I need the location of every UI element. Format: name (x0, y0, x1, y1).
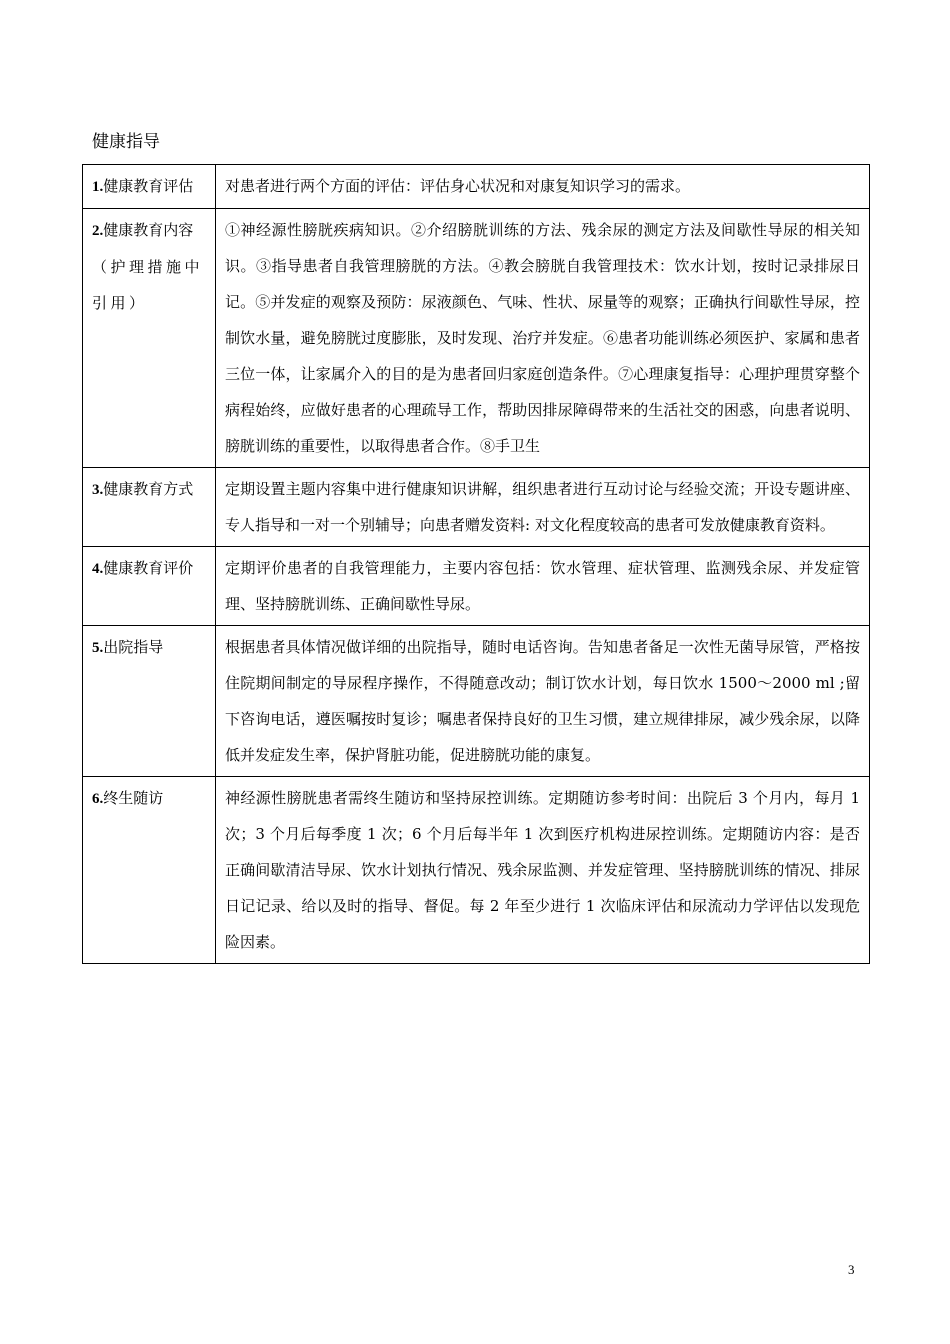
row-label: 健康教育内容 (103, 221, 194, 239)
table-row (83, 165, 870, 209)
row-number: 5. (92, 640, 104, 656)
row-number: 2. (92, 223, 104, 239)
row-label: 健康教育方式 (103, 480, 194, 498)
row-label-cell (83, 468, 216, 547)
table-row (83, 777, 870, 964)
row-content: ①神经源性膀胱疾病知识。②介绍膀胱训练的方法、残余尿的测定方法及间歇性导尿的相关知识。③指导患者自我管理膀胱的方法。④教会膀胱自我管理技术：饮水计划，按时记录排尿日记。⑤并发症的观察及预防：尿液颜色、气味、性状、尿量等的观察；正确执行间歇性导尿，控制饮水量，避免膀胱过度膨胀，及时发现、治疗并发症。⑥患者功能训练必须医护、家属和患者三位一体，让家属介入的目的是为患者回归家庭创造条件。⑦心理康复指导：心理护理贯穿整个病程始终，应做好患者的心理疏导工作，帮助因排尿障碍带来的生活社交的困惑，向患者说明、膀胱训练的重要性，以取得患者合作。⑧手卫生 (216, 209, 870, 468)
row-number: 6. (92, 791, 104, 807)
row-content: 根据患者具体情况做详细的出院指导，随时电话咨询。告知患者备足一次性无菌导尿管，严格按住院期间制定的导尿程序操作，不得随意改动；制订饮水计划，每日饮水 1500～2000 ml ;留下咨询电话，遵医嘱按时复诊；嘱患者保持良好的卫生习惯，建立规律排尿，减少残余尿，以降低并发症发生率，保护肾脏功能，促进膀胱功能的康复。 (216, 626, 870, 777)
row-number: 3. (92, 482, 104, 498)
row-sublabel: （护理措施中引用） (92, 258, 204, 312)
row-number: 1. (92, 179, 104, 195)
row-label-cell (83, 626, 216, 777)
row-content: 定期设置主题内容集中进行健康知识讲解，组织患者进行互动讨论与经验交流；开设专题讲座、专人指导和一对一个别辅导；向患者赠发资料: 对文化程度较高的患者可发放健康教育资料。 (216, 468, 870, 547)
row-label: 健康教育评价 (103, 559, 194, 577)
row-label-cell (83, 777, 216, 964)
row-label-cell (83, 547, 216, 626)
table-row (83, 626, 870, 777)
page-title: 健康指导 (92, 132, 160, 152)
row-content: 对患者进行两个方面的评估：评估身心状况和对康复知识学习的需求。 (216, 165, 870, 209)
table-row (83, 468, 870, 547)
row-label-cell (83, 165, 216, 209)
health-guidance-table (82, 164, 870, 964)
row-number: 4. (92, 561, 104, 577)
table-row (83, 547, 870, 626)
row-label-cell (83, 209, 216, 468)
row-label: 终生随访 (103, 789, 164, 807)
row-label: 健康教育评估 (103, 177, 194, 195)
row-content: 定期评价患者的自我管理能力，主要内容包括：饮水管理、症状管理、监测残余尿、并发症管理、坚持膀胱训练、正确间歇性导尿。 (216, 547, 870, 626)
page-number: 3 (848, 1262, 855, 1277)
row-label: 出院指导 (103, 638, 164, 656)
row-content: 神经源性膀胱患者需终生随访和坚持尿控训练。定期随访参考时间：出院后 3 个月内，每月 1 次；3 个月后每季度 1 次；6 个月后每半年 1 次到医疗机构进尿控训练。定期随访内容：是否正确间歇清洁导尿、饮水计划执行情况、残余尿监测、并发症管理、坚持膀胱训练的情况、排尿日记记录、给以及时的指导、督促。每 2 年至少进行 1 次临床评估和尿流动力学评估以发现危险因素。 (216, 777, 870, 964)
table-row (83, 209, 870, 468)
